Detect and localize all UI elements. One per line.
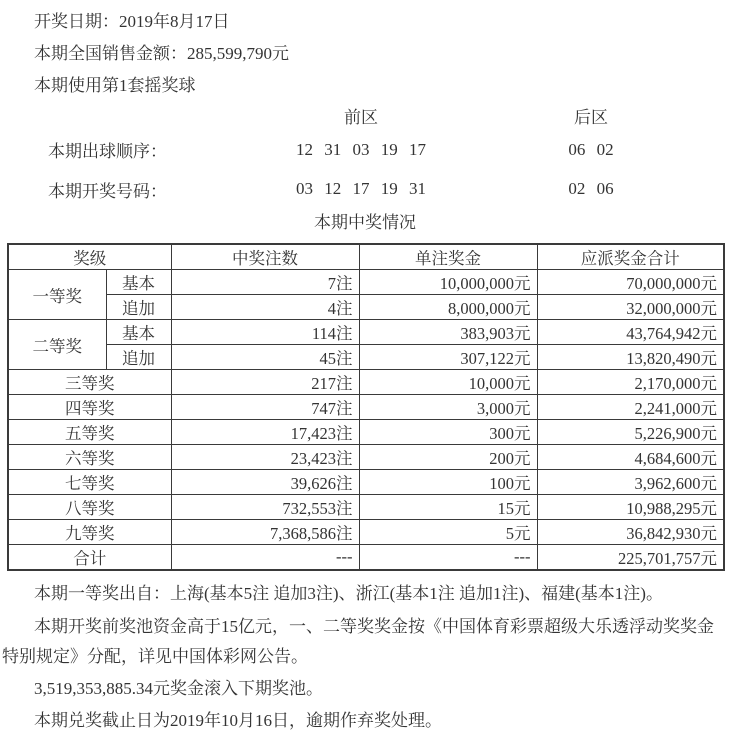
header-cell-total: 应派奖金合计 xyxy=(537,244,724,270)
draw-order-front-numbers: 12 31 03 19 17 xyxy=(296,139,426,159)
tier4-row xyxy=(8,395,724,420)
tier9-count-cell: 7,368,586注 xyxy=(171,520,359,545)
tier2-basic-type-cell: 基本 xyxy=(106,320,171,345)
tier7-total-cell: 3,962,600元 xyxy=(537,470,724,495)
tier3-prize-cell: 10,000元 xyxy=(359,370,537,395)
tier7-count-cell: 39,626注 xyxy=(171,470,359,495)
tier7-prize-cell: 100元 xyxy=(359,470,537,495)
note-pool-rule: 本期开奖前奖池资金高于15亿元，一、二等奖奖金按《中国体育彩票超级大乐透浮动奖奖金特别规定》分配，详见中国体彩网公告。 xyxy=(2,617,714,666)
tier9-level-cell: 九等奖 xyxy=(8,520,171,545)
tier2-basic-row xyxy=(8,320,724,345)
tier1-basic-row xyxy=(8,270,724,295)
tier1-addon-total-cell: 32,000,000元 xyxy=(537,295,724,320)
prize-table xyxy=(7,243,725,571)
tier2-basic-total-cell: 43,764,942元 xyxy=(537,320,724,345)
total-prize-cell: --- xyxy=(359,545,537,571)
tier9-total-cell: 36,842,930元 xyxy=(537,520,724,545)
prize-table-header-row xyxy=(8,244,724,270)
tier1-basic-type-cell: 基本 xyxy=(106,270,171,295)
tier2-addon-type-cell: 追加 xyxy=(106,345,171,370)
tier8-level-cell: 八等奖 xyxy=(8,495,171,520)
header-cell-count: 中奖注数 xyxy=(171,244,359,270)
tier3-total-cell: 2,170,000元 xyxy=(537,370,724,395)
total-row xyxy=(8,545,724,571)
tier2-basic-prize-cell: 383,903元 xyxy=(359,320,537,345)
tier1-addon-row xyxy=(8,295,724,320)
sales-amount-line: 本期全国销售金额：285,599,790元 xyxy=(34,44,289,63)
front-zone-label: 前区 xyxy=(344,108,378,127)
tier1-basic-total-cell: 70,000,000元 xyxy=(537,270,724,295)
draw-order-back-numbers: 06 02 xyxy=(568,139,614,159)
winning-front-numbers: 03 12 17 19 31 xyxy=(296,179,426,198)
footnotes-section xyxy=(0,579,730,736)
tier7-level-cell: 七等奖 xyxy=(8,470,171,495)
prize-table-title: 本期中奖情况 xyxy=(314,213,416,232)
tier8-total-cell: 10,988,295元 xyxy=(537,495,724,520)
tier9-row xyxy=(8,520,724,545)
note-first-prize-origin: 本期一等奖出自：上海(基本5注 追加3注)、浙江(基本1注 追加1注)、福建(基本1注)。 xyxy=(34,584,663,603)
tier6-total-cell: 4,684,600元 xyxy=(537,445,724,470)
tier5-count-cell: 17,423注 xyxy=(171,420,359,445)
tier6-level-cell: 六等奖 xyxy=(8,445,171,470)
tier2-level-cell: 二等奖 xyxy=(8,320,106,370)
numbers-section xyxy=(0,102,730,208)
note-rollover: 3,519,353,885.34元奖金滚入下期奖池。 xyxy=(34,679,323,698)
tier8-row xyxy=(8,495,724,520)
winning-numbers-label: 本期开奖号码： xyxy=(48,181,167,201)
tier3-row xyxy=(8,370,724,395)
tier1-basic-count-cell: 7注 xyxy=(171,270,359,295)
tier2-basic-count-cell: 114注 xyxy=(171,320,359,345)
tier1-basic-prize-cell: 10,000,000元 xyxy=(359,270,537,295)
tier1-addon-prize-cell: 8,000,000元 xyxy=(359,295,537,320)
tier2-addon-prize-cell: 307,122元 xyxy=(359,345,537,370)
ball-set-line: 本期使用第1套摇奖球 xyxy=(34,76,196,95)
zone-header-row xyxy=(0,102,730,129)
tier5-prize-cell: 300元 xyxy=(359,420,537,445)
draw-meta-section xyxy=(0,0,730,102)
tier3-level-cell: 三等奖 xyxy=(8,370,171,395)
tier5-row xyxy=(8,420,724,445)
back-zone-label: 后区 xyxy=(574,108,608,127)
tier4-prize-cell: 3,000元 xyxy=(359,395,537,420)
tier1-level-cell: 一等奖 xyxy=(8,270,106,320)
tier9-prize-cell: 5元 xyxy=(359,520,537,545)
tier2-addon-count-cell: 45注 xyxy=(171,345,359,370)
tier7-row xyxy=(8,470,724,495)
tier1-addon-type-cell: 追加 xyxy=(106,295,171,320)
tier8-count-cell: 732,553注 xyxy=(171,495,359,520)
tier6-count-cell: 23,423注 xyxy=(171,445,359,470)
total-total-cell: 225,701,757元 xyxy=(537,545,724,571)
tier4-count-cell: 747注 xyxy=(171,395,359,420)
winning-numbers-row xyxy=(0,170,730,208)
winning-back-numbers: 02 06 xyxy=(568,179,614,198)
tier5-level-cell: 五等奖 xyxy=(8,420,171,445)
tier8-prize-cell: 15元 xyxy=(359,495,537,520)
header-cell-prize: 单注奖金 xyxy=(359,244,537,270)
draw-date-line: 开奖日期：2019年8月17日 xyxy=(34,12,230,31)
tier3-count-cell: 217注 xyxy=(171,370,359,395)
tier4-level-cell: 四等奖 xyxy=(8,395,171,420)
tier2-addon-total-cell: 13,820,490元 xyxy=(537,345,724,370)
note-deadline: 本期兑奖截止日为2019年10月16日，逾期作弃奖处理。 xyxy=(34,711,442,730)
tier5-total-cell: 5,226,900元 xyxy=(537,420,724,445)
tier1-addon-count-cell: 4注 xyxy=(171,295,359,320)
tier6-prize-cell: 200元 xyxy=(359,445,537,470)
draw-order-row xyxy=(0,129,730,170)
tier6-row xyxy=(8,445,724,470)
tier2-addon-row xyxy=(8,345,724,370)
header-cell-level: 奖级 xyxy=(8,244,171,270)
total-level-cell: 合计 xyxy=(8,545,171,571)
draw-order-label: 本期出球顺序： xyxy=(48,142,167,161)
total-count-cell: --- xyxy=(171,545,359,571)
tier4-total-cell: 2,241,000元 xyxy=(537,395,724,420)
